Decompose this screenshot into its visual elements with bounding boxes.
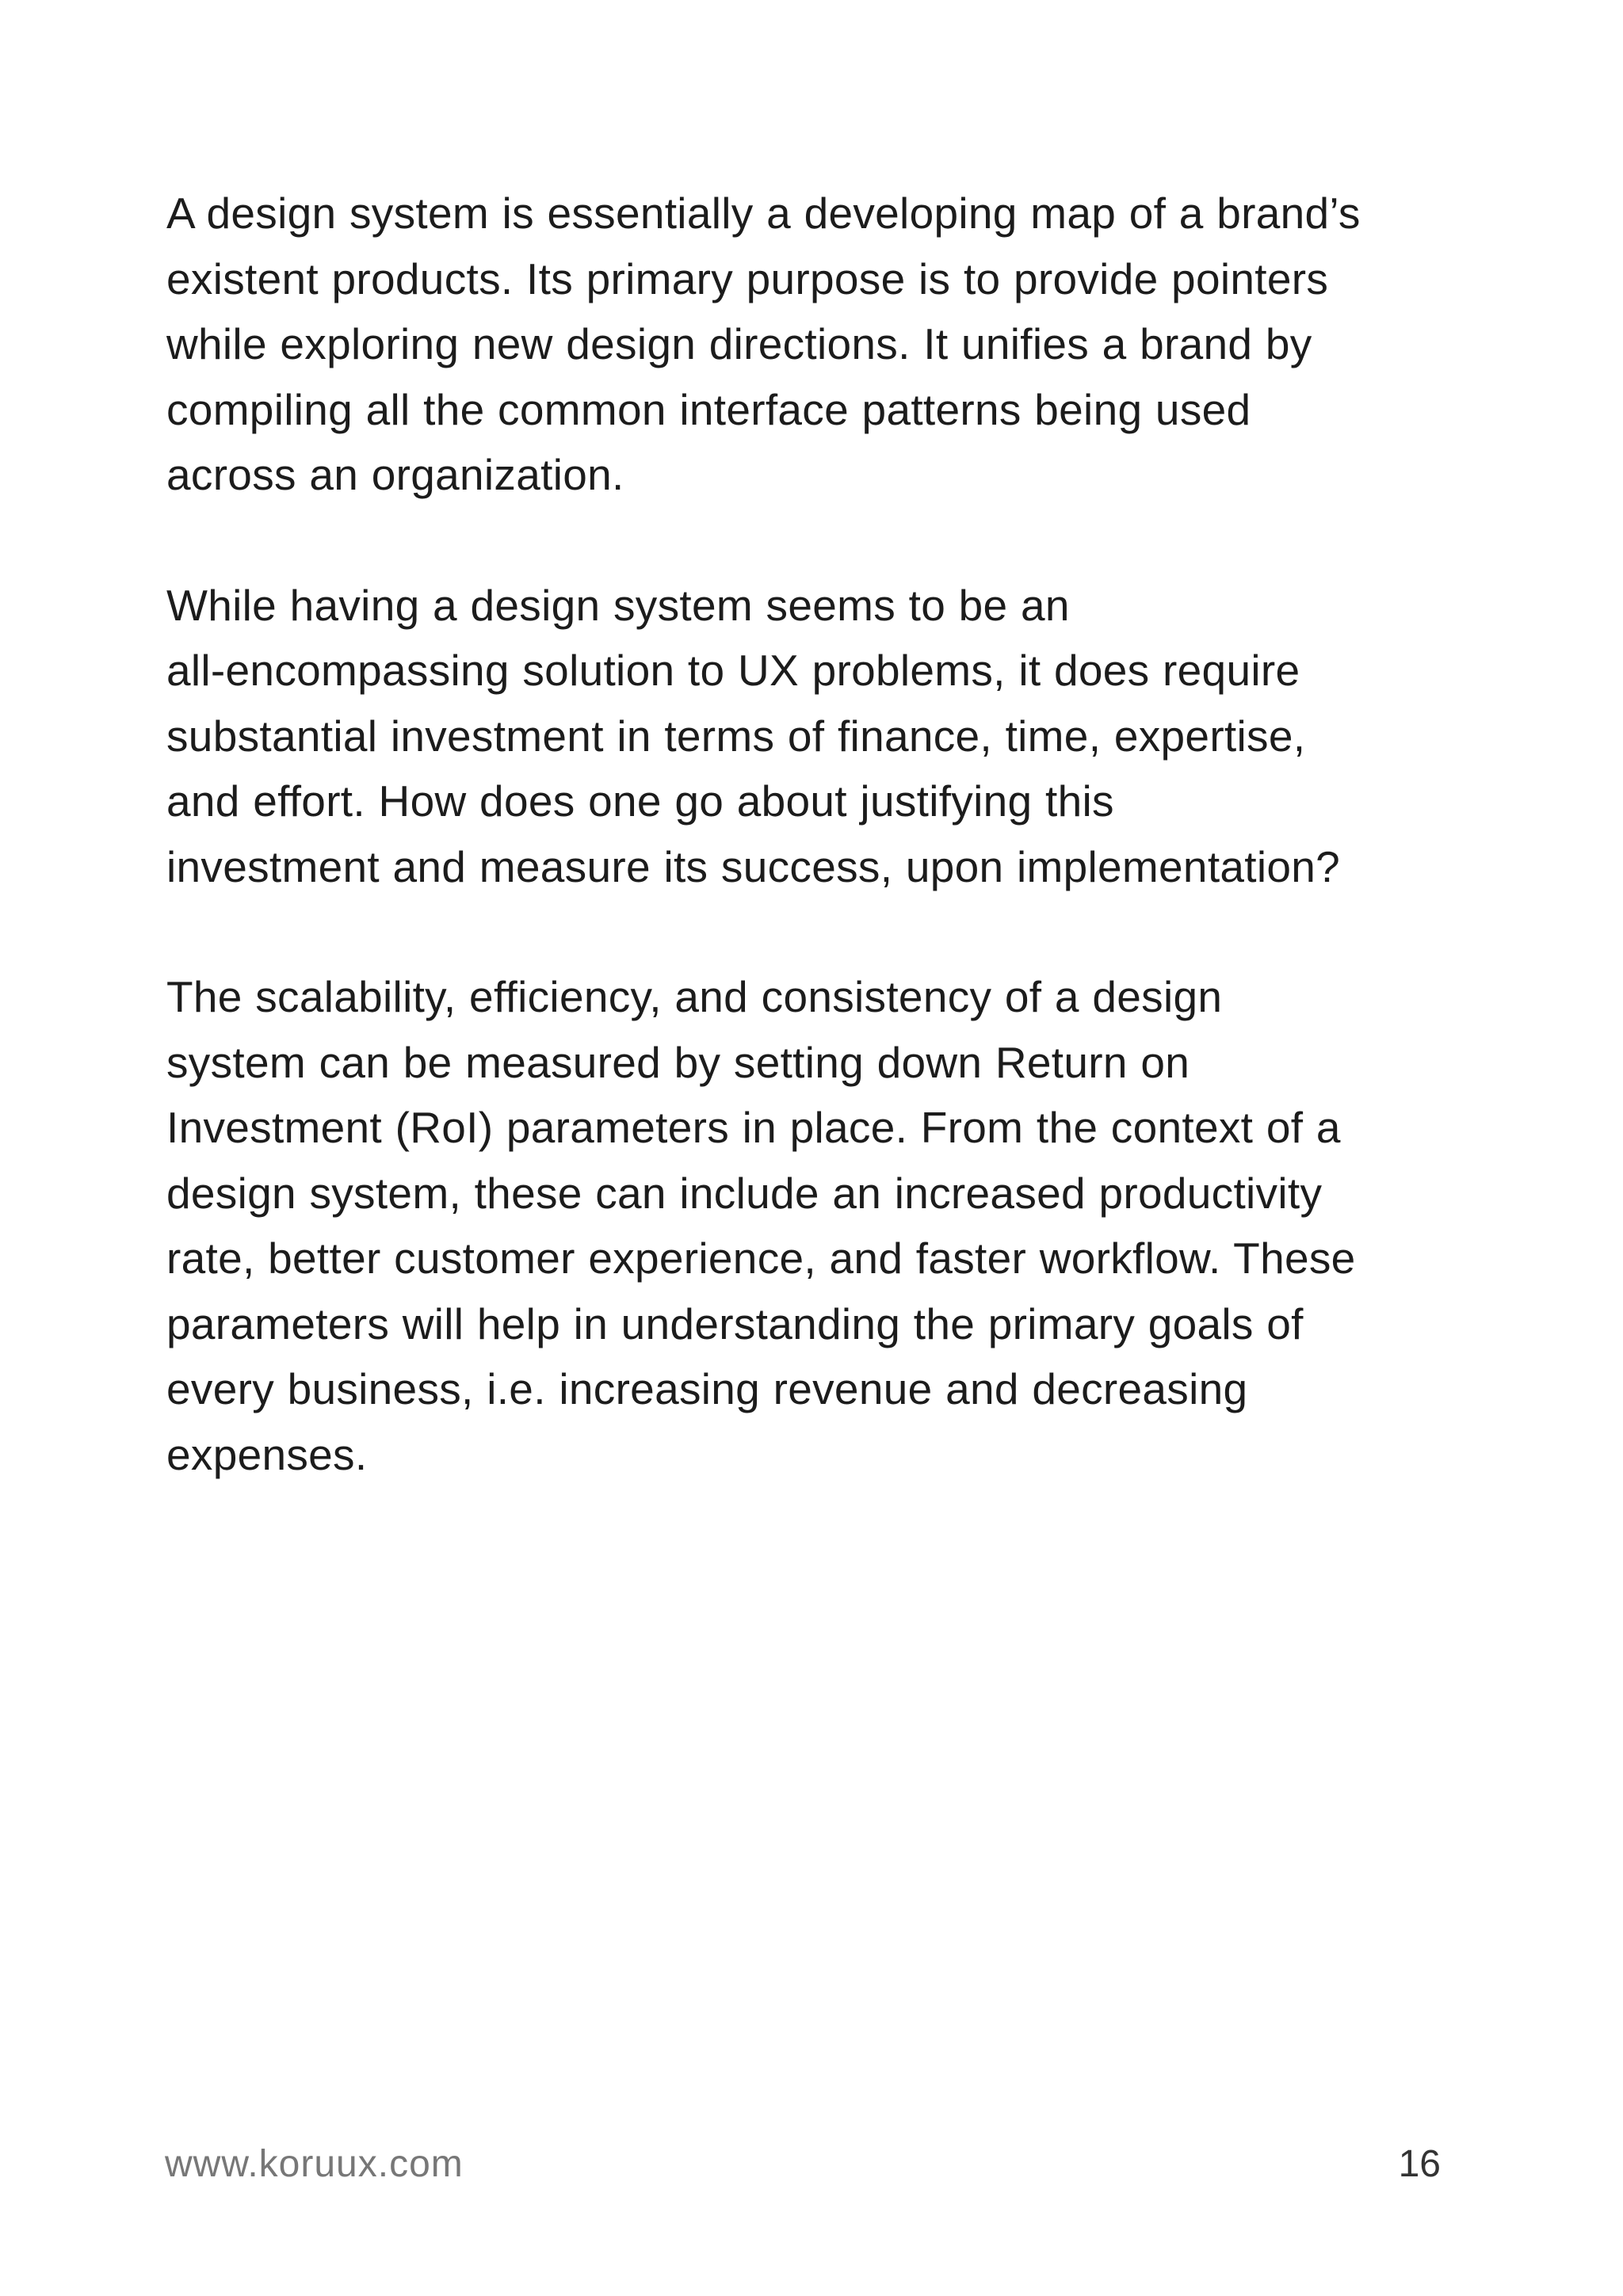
text-line: A design system is essentially a developing map of a brand’s — [166, 189, 1361, 238]
paragraph-2 — [166, 573, 1498, 900]
text-line: rate, better customer experience, and faster workflow. These — [166, 1234, 1356, 1283]
text-line: every business, i.e. increasing revenue and decreasing — [166, 1364, 1248, 1413]
text-line: all-encompassing solution to UX problems, it does require — [166, 646, 1300, 695]
paragraph-3 — [166, 964, 1498, 1487]
text-line: compiling all the common interface patterns being used — [166, 384, 1251, 434]
text-line: expenses. — [166, 1429, 368, 1479]
text-line: Investment (RoI) parameters in place. From the context of a — [166, 1103, 1341, 1152]
text-line: and effort. How does one go about justifying this — [166, 776, 1114, 826]
text-line: existent products. Its primary purpose is to provide pointers — [166, 254, 1329, 303]
text-line: parameters will help in understanding the primary goals of — [166, 1299, 1304, 1348]
text-line: The scalability, efficiency, and consistency of a design — [166, 972, 1223, 1021]
page-number: 16 — [1398, 2143, 1441, 2185]
paragraph-1 — [166, 181, 1498, 508]
text-line: design system, these can include an increased productivity — [166, 1168, 1323, 1218]
text-line: while exploring new design directions. It unifies a brand by — [166, 319, 1312, 368]
text-line: across an organization. — [166, 450, 624, 499]
page-body — [166, 181, 1498, 1552]
text-line: system can be measured by setting down Return on — [166, 1037, 1190, 1087]
text-line: substantial investment in terms of finance, time, expertise, — [166, 711, 1306, 761]
text-line: While having a design system seems to be an — [166, 580, 1070, 630]
footer-website-link[interactable]: www.koruux.com — [165, 2143, 464, 2185]
text-line: investment and measure its success, upon implementation? — [166, 841, 1341, 891]
